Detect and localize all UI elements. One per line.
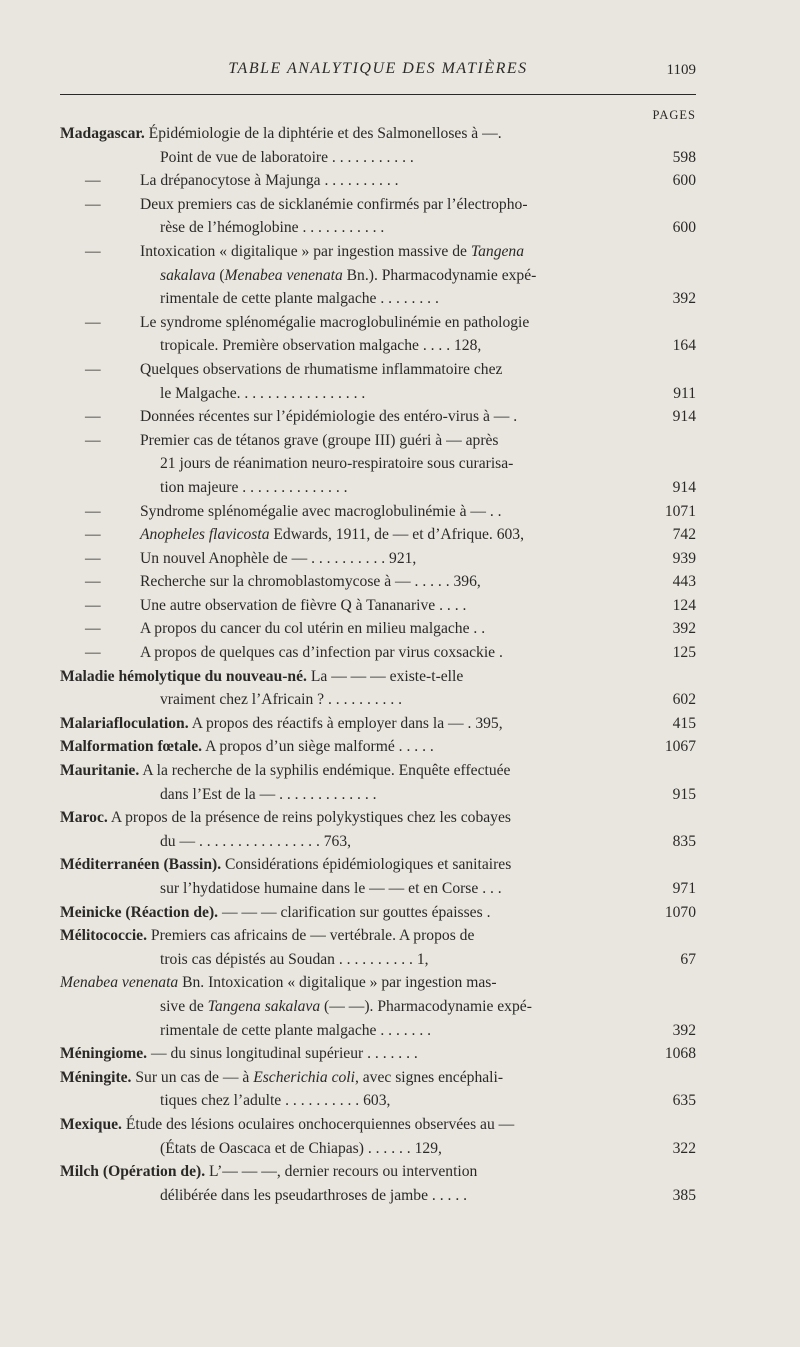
- index-term: Meinicke (Réaction de).: [60, 903, 219, 921]
- page-ref: 1070: [664, 903, 696, 921]
- index-term: Mexique.: [60, 1115, 122, 1133]
- entry-text: — du sinus longitudinal supérieur . . . . . . .: [150, 1045, 418, 1063]
- page-ref: 67: [680, 950, 696, 968]
- index-term: Malariafloculation.: [60, 714, 189, 732]
- index-entry: [0, 665, 800, 712]
- entry-text: Un nouvel Anophèle de — . . . . . . . . . . 921,: [140, 549, 417, 567]
- pages-column-label: PAGES: [652, 108, 696, 122]
- index-entry: [0, 806, 800, 853]
- entry-text: tropicale. Première observation malgache . . . . 128,: [160, 337, 482, 355]
- italic-term: sakalava: [160, 266, 216, 284]
- entry-text: , avec signes encéphali-: [354, 1068, 504, 1086]
- page-ref: 1067: [664, 738, 696, 756]
- entry-text: Le syndrome splénomégalie macroglobulinémie en pathologie: [140, 313, 530, 331]
- page-ref: 915: [672, 785, 696, 803]
- page-ref: 939: [672, 549, 696, 567]
- page-ref: 443: [672, 573, 696, 591]
- italic-term: Menabea venenata: [224, 266, 343, 284]
- index-term: Malformation fœtale.: [60, 738, 203, 756]
- index-entry: [0, 853, 800, 900]
- entry-text: Intoxication « digitalique » par ingestion massive de: [140, 242, 467, 260]
- entry-text: Une autre observation de fièvre Q à Tananarive . . . .: [140, 596, 467, 614]
- entry-text: La drépanocytose à Majunga . . . . . . . . . .: [140, 172, 399, 190]
- entry-text: tiques chez l’adulte . . . . . . . . . . 603,: [160, 1092, 391, 1110]
- ditto-dash: —: [85, 408, 101, 426]
- page-ref: 602: [672, 691, 696, 709]
- ditto-dash: —: [85, 360, 101, 378]
- index-term: Mauritanie.: [60, 762, 140, 780]
- index-term: Méditerranéen (Bassin).: [60, 856, 222, 874]
- index-entry: [0, 1113, 800, 1160]
- entry-text: Bn. Intoxication « digitalique » par ingestion mas-: [182, 974, 497, 992]
- page-ref: 125: [672, 644, 696, 662]
- index-entry: [0, 901, 800, 925]
- index-entry: [0, 1042, 800, 1066]
- header-rule: [60, 94, 696, 95]
- entry-text: (États de Oascaca et de Chiapas) . . . . . . 129,: [160, 1139, 442, 1157]
- header-title: TABLE ANALYTIQUE DES MATIÈRES: [228, 60, 528, 77]
- entry-text: le Malgache. . . . . . . . . . . . . . . . .: [160, 384, 366, 402]
- ditto-dash: —: [85, 573, 101, 591]
- entry-text: délibérée dans les pseudarthroses de jambe . . . . .: [160, 1186, 468, 1204]
- entry-text: rèse de l’hémoglobine . . . . . . . . . . .: [160, 219, 385, 237]
- index-term: Madagascar.: [60, 125, 145, 142]
- index-term: Menabea venenata: [60, 974, 179, 992]
- page-ref: 1071: [664, 502, 696, 520]
- entry-text: rimentale de cette plante malgache . . . . . . .: [160, 1021, 432, 1039]
- page-ref: 598: [672, 148, 696, 166]
- index-entry: [0, 1160, 800, 1207]
- entry-text: sive de: [160, 997, 204, 1015]
- entry-text: — — — clarification sur gouttes épaisses .: [221, 903, 491, 921]
- entry-text: A propos des réactifs à employer dans la — . 395,: [191, 714, 503, 732]
- page-ref: 392: [672, 1021, 696, 1039]
- index-entry: [0, 712, 800, 736]
- index-entries: [0, 122, 800, 1207]
- entry-text: trois cas dépistés au Soudan . . . . . . . . . . 1,: [160, 950, 429, 968]
- entry-text: Épidémiologie de la diphtérie et des Salmonelloses à —.: [148, 125, 502, 142]
- entry-text: Edwards, 1911, de — et d’Afrique. 603,: [273, 526, 525, 544]
- page-ref: 1068: [664, 1045, 696, 1063]
- ditto-dash: —: [85, 596, 101, 614]
- index-entry: [0, 924, 800, 971]
- entry-text: Deux premiers cas de sicklanémie confirmés par l’électropho-: [140, 195, 528, 213]
- page-number: 1109: [666, 62, 696, 78]
- italic-term: Escherichia coli: [253, 1068, 355, 1086]
- entry-text: tion majeure . . . . . . . . . . . . . .: [160, 478, 348, 496]
- entry-text: L’— — —, dernier recours ou intervention: [209, 1163, 478, 1181]
- page-ref: 971: [672, 880, 696, 897]
- entry-text: (: [219, 266, 225, 284]
- page-ref: 911: [673, 384, 696, 402]
- index-term: Méningite.: [60, 1068, 132, 1086]
- page-ref: 835: [672, 832, 696, 850]
- page-ref: 322: [672, 1139, 696, 1157]
- italic-term: Tangena: [470, 242, 525, 260]
- page-ref: 914: [672, 408, 696, 426]
- page-ref: 392: [672, 620, 696, 638]
- index-entry-madagascar: [0, 122, 800, 665]
- ditto-dash: —: [85, 502, 101, 520]
- index-entry: [0, 735, 800, 759]
- index-term: Maladie hémolytique du nouveau-né.: [60, 667, 307, 685]
- entry-text: Syndrome splénomégalie avec macroglobulinémie à — . .: [140, 502, 502, 520]
- entry-text: Sur un cas de — à: [135, 1068, 250, 1086]
- index-term: Mélitococcie.: [60, 927, 148, 945]
- entry-text: dans l’Est de la — . . . . . . . . . . . . .: [160, 785, 377, 803]
- entry-text: Point de vue de laboratoire . . . . . . . . . . .: [160, 148, 414, 166]
- entry-text: sur l’hydatidose humaine dans le — — et en Corse . . .: [160, 880, 502, 897]
- entry-text: A la recherche de la syphilis endémique. Enquête effectuée: [142, 762, 511, 780]
- index-entry: [0, 971, 800, 1042]
- entry-text: 21 jours de réanimation neuro-respiratoire sous curarisa-: [160, 455, 514, 473]
- index-entry: [0, 759, 800, 806]
- page-ref: 392: [672, 290, 696, 308]
- index-entry: [0, 1066, 800, 1113]
- entry-text: Considérations épidémiologiques et sanitaires: [225, 856, 512, 874]
- ditto-dash: —: [85, 242, 101, 260]
- entry-text: du — . . . . . . . . . . . . . . . . 763,: [160, 832, 352, 850]
- ditto-dash: —: [85, 644, 101, 662]
- entry-text: vraiment chez l’Africain ? . . . . . . . . . .: [160, 691, 403, 709]
- ditto-dash: —: [85, 526, 101, 544]
- entry-text: A propos d’un siège malformé . . . . .: [205, 738, 434, 756]
- entry-text: rimentale de cette plante malgache . . . . . . . .: [160, 290, 439, 308]
- entry-text: La — — — existe-t-elle: [310, 667, 464, 685]
- entry-text: (— —). Pharmacodynamie expé-: [324, 997, 532, 1015]
- page-ref: 600: [672, 172, 696, 190]
- ditto-dash: —: [85, 313, 101, 331]
- entry-text: Premiers cas africains de — vertébrale. A propos de: [150, 927, 475, 945]
- ditto-dash: —: [85, 195, 101, 213]
- ditto-dash: —: [85, 620, 101, 638]
- index-term: Maroc.: [60, 809, 108, 827]
- page-ref: 742: [672, 526, 696, 544]
- entry-text: Quelques observations de rhumatisme inflammatoire chez: [140, 360, 503, 378]
- page-ref: 415: [672, 714, 696, 732]
- page-ref: 385: [672, 1186, 696, 1204]
- entry-text: A propos de quelques cas d’infection par virus coxsackie .: [140, 644, 503, 662]
- page-ref: 914: [672, 478, 696, 496]
- ditto-dash: —: [85, 549, 101, 567]
- entry-text: Bn.). Pharmacodynamie expé-: [346, 266, 537, 284]
- entry-text: A propos de la présence de reins polykystiques chez les cobayes: [110, 809, 511, 827]
- ditto-dash: —: [85, 172, 101, 190]
- entry-text: Recherche sur la chromoblastomycose à — . . . . . 396,: [140, 573, 481, 591]
- index-term: Milch (Opération de).: [60, 1163, 206, 1181]
- page-ref: 600: [672, 219, 696, 237]
- running-header: [60, 60, 696, 84]
- page-ref: 635: [672, 1092, 696, 1110]
- ditto-dash: —: [85, 431, 101, 449]
- page-ref: 124: [672, 596, 696, 614]
- page-ref: 164: [672, 337, 696, 355]
- entry-text: Premier cas de tétanos grave (groupe III) guéri à — après: [140, 431, 499, 449]
- entry-text: Étude des lésions oculaires onchocerquiennes observées au —: [125, 1115, 515, 1133]
- italic-term: Tangena sakalava: [207, 997, 321, 1015]
- entry-text: A propos du cancer du col utérin en milieu malgache . .: [140, 620, 486, 638]
- italic-term: Anopheles flavicosta: [140, 526, 270, 544]
- entry-text: Données récentes sur l’épidémiologie des entéro-virus à — .: [140, 408, 518, 426]
- index-term: Méningiome.: [60, 1045, 148, 1063]
